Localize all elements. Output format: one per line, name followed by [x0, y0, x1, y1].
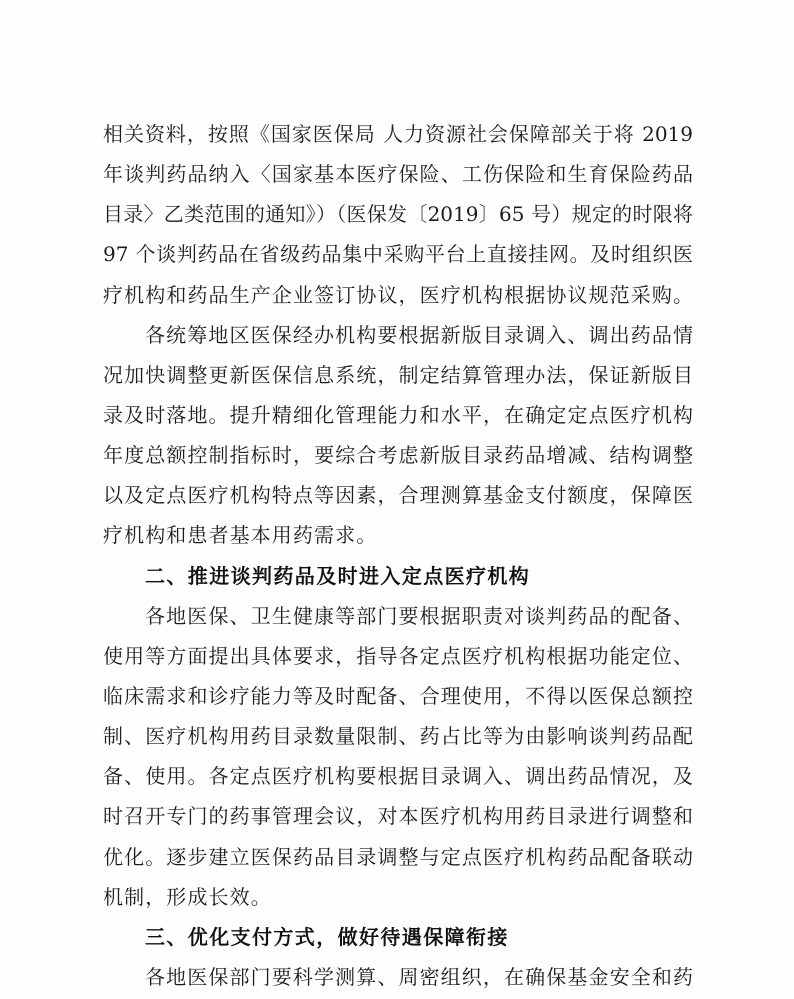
- paragraph-line: 相关资料，按照《国家医保局 人力资源社会保障部关于将 2019: [103, 122, 693, 146]
- paragraph-line: 疗机构和患者基本用药需求。: [103, 523, 378, 548]
- paragraph-line: 时召开专门的药事管理会议，对本医疗机构用药目录进行调整和: [103, 804, 693, 829]
- paragraph-line: 录及时落地。提升精细化管理能力和水平，在确定定点医疗机构: [103, 402, 693, 427]
- paragraph-line: 疗机构和药品生产企业签订协议，医疗机构根据协议规范采购。: [103, 282, 693, 307]
- paragraph-line: 年度总额控制指标时，要综合考虑新版目录药品增减、结构调整: [103, 443, 693, 468]
- paragraph-line: 目录〉乙类范围的通知》）（医保发〔2019〕65 号）规定的时限将: [103, 202, 693, 227]
- paragraph-line: 优化。逐步建立医保药品目录调整与定点医疗机构药品配备联动: [103, 844, 693, 869]
- paragraph-line: 以及定点医疗机构特点等因素，合理测算基金支付额度，保障医: [103, 483, 693, 508]
- section-heading: 三、优化支付方式，做好待遇保障衔接: [145, 924, 509, 949]
- paragraph-line: 使用等方面提出具体要求，指导各定点医疗机构根据功能定位、: [103, 643, 693, 668]
- paragraph-line: 临床需求和诊疗能力等及时配备、合理使用，不得以医保总额控: [103, 683, 693, 708]
- paragraph-line: 97 个谈判药品在省级药品集中采购平台上直接挂网。及时组织医: [103, 242, 693, 267]
- paragraph-line: 况加快调整更新医保信息系统，制定结算管理办法，保证新版目: [103, 362, 693, 387]
- paragraph-line: 各统筹地区医保经办机构要根据新版目录调入、调出药品情: [145, 322, 693, 347]
- section-heading: 二、推进谈判药品及时进入定点医疗机构: [145, 563, 531, 588]
- paragraph-line: 机制，形成长效。: [103, 884, 272, 909]
- paragraph-line: 备、使用。各定点医疗机构要根据目录调入、调出药品情况，及: [103, 764, 693, 789]
- paragraph-line: 各地医保、卫生健康等部门要根据职责对谈判药品的配备、: [145, 603, 693, 628]
- paragraph-line: 制、医疗机构用药目录数量限制、药占比等为由影响谈判药品配: [103, 724, 693, 749]
- paragraph-line: 各地医保部门要科学测算、周密组织，在确保基金安全和药: [145, 964, 693, 989]
- paragraph-line: 年谈判药品纳入〈国家基本医疗保险、工伤保险和生育保险药品: [103, 162, 693, 187]
- document-body: [103, 114, 693, 997]
